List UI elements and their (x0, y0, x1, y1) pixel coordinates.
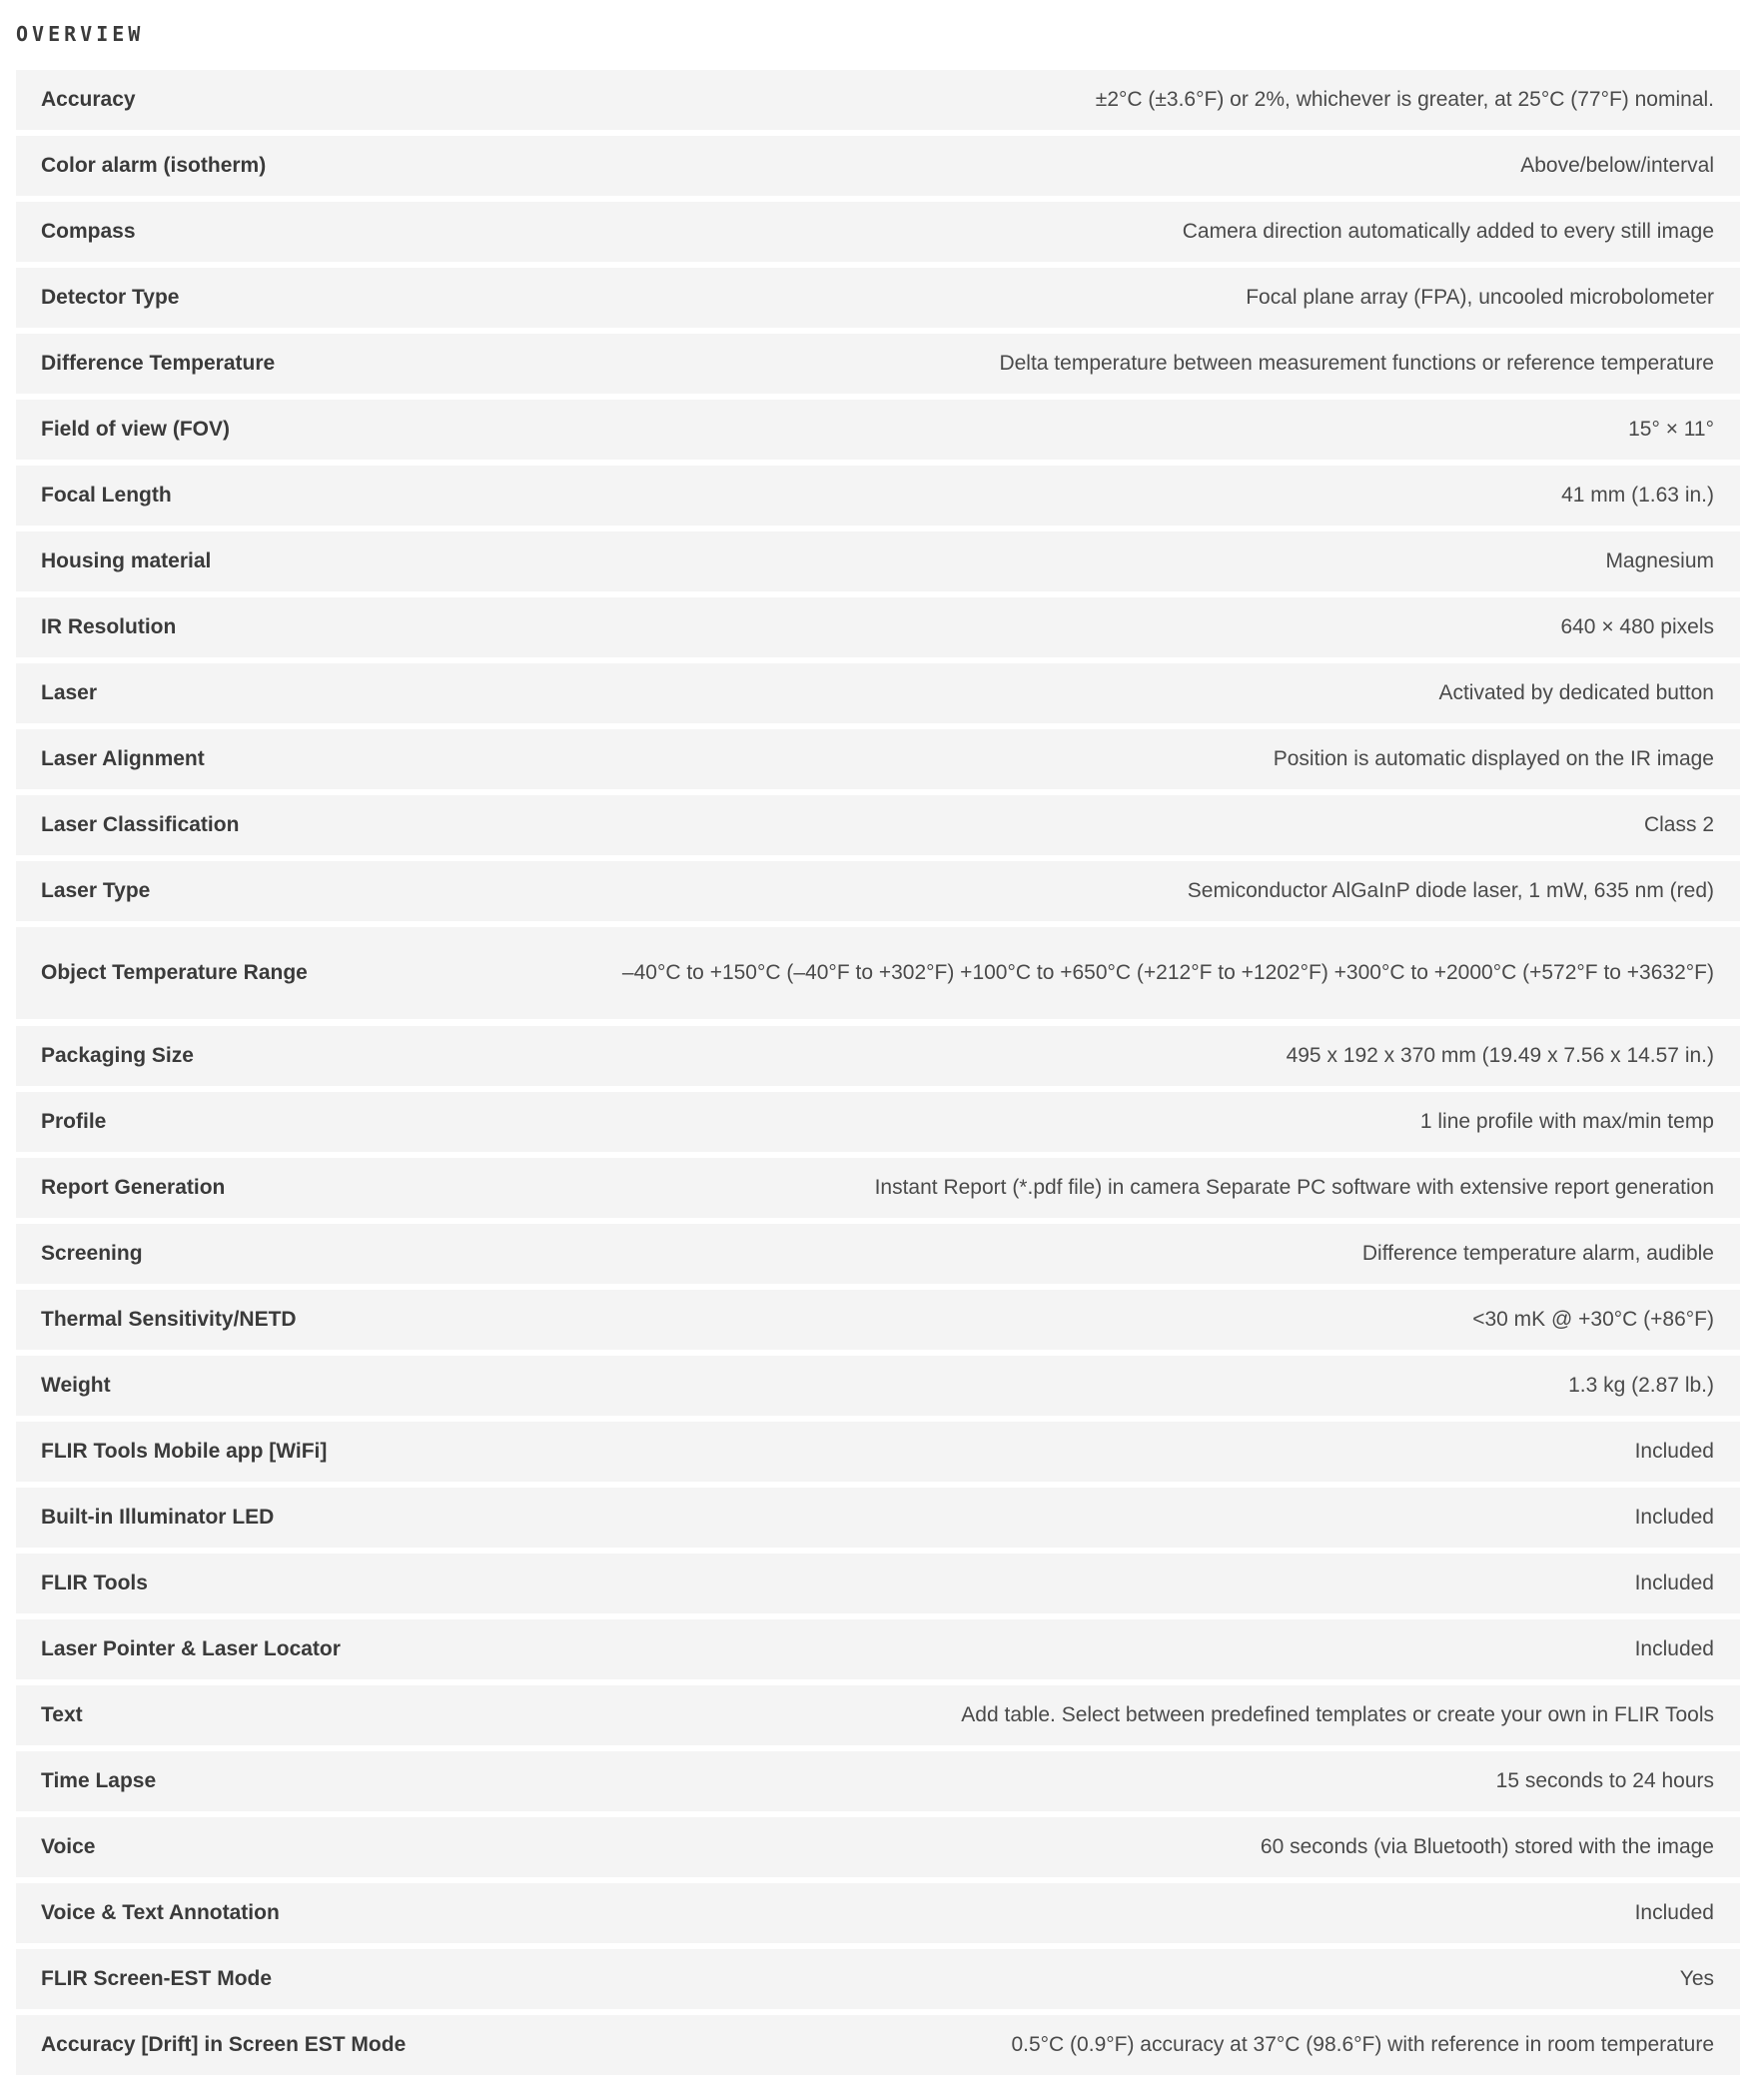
spec-row (16, 1751, 1740, 1811)
spec-label: Screening (41, 1242, 143, 1265)
spec-label: FLIR Tools (41, 1572, 148, 1594)
spec-value: 640 × 480 pixels (1560, 615, 1714, 638)
spec-label: IR Resolution (41, 615, 177, 638)
spec-row (16, 1554, 1740, 1613)
spec-row (16, 1817, 1740, 1877)
spec-label: Compass (41, 220, 136, 243)
spec-value: 0.5°C (0.9°F) accuracy at 37°C (98.6°F) with reference in room temperature (1011, 2033, 1714, 2056)
spec-value: Instant Report (*.pdf file) in camera Separate PC software with extensive report generation (874, 1176, 1714, 1199)
spec-label: Housing material (41, 549, 212, 572)
spec-row (16, 1949, 1740, 2009)
spec-value: Included (1634, 1572, 1714, 1594)
spec-row (16, 400, 1740, 460)
spec-row (16, 202, 1740, 262)
spec-label: Detector Type (41, 286, 180, 309)
spec-row (16, 1883, 1740, 1943)
spec-value: Above/below/interval (1520, 154, 1714, 177)
spec-row (16, 1026, 1740, 1086)
spec-row (16, 1619, 1740, 1679)
spec-value: Camera direction automatically added to every still image (1182, 220, 1714, 243)
spec-row (16, 1422, 1740, 1482)
spec-label: Laser (41, 681, 98, 704)
spec-value: Yes (1679, 1967, 1714, 1990)
spec-row (16, 531, 1740, 591)
spec-row (16, 597, 1740, 657)
spec-label: Accuracy (41, 88, 136, 111)
spec-label: Object Temperature Range (41, 961, 308, 984)
spec-row (16, 1224, 1740, 1284)
spec-value: Position is automatic displayed on the IR image (1273, 747, 1714, 770)
spec-value: Included (1634, 1637, 1714, 1660)
spec-label: Text (41, 1703, 83, 1726)
spec-row (16, 795, 1740, 855)
spec-label: Built-in Illuminator LED (41, 1506, 275, 1529)
spec-value: 60 seconds (via Bluetooth) stored with the image (1260, 1835, 1714, 1858)
spec-label: Voice (41, 1835, 96, 1858)
spec-value: Delta temperature between measurement functions or reference temperature (999, 352, 1714, 375)
spec-label: Report Generation (41, 1176, 226, 1199)
spec-row (16, 334, 1740, 394)
spec-row (16, 268, 1740, 328)
spec-row (16, 136, 1740, 196)
spec-value: 41 mm (1.63 in.) (1561, 484, 1714, 507)
spec-value: Difference temperature alarm, audible (1361, 1242, 1714, 1265)
spec-value: Add table. Select between predefined templates or create your own in FLIR Tools (961, 1703, 1714, 1726)
spec-row (16, 861, 1740, 921)
spec-value: Semiconductor AlGaInP diode laser, 1 mW, 635 nm (red) (1187, 879, 1714, 902)
spec-label: Thermal Sensitivity/NETD (41, 1308, 297, 1331)
spec-value: Included (1634, 1506, 1714, 1529)
spec-value: <30 mK @ +30°C (+86°F) (1472, 1308, 1714, 1331)
spec-row (16, 1092, 1740, 1152)
spec-value: 1 line profile with max/min temp (1419, 1110, 1714, 1133)
spec-row (16, 70, 1740, 130)
spec-value: Activated by dedicated button (1438, 681, 1714, 704)
spec-value: Included (1634, 1440, 1714, 1463)
spec-label: FLIR Screen-EST Mode (41, 1967, 273, 1990)
spec-label: Profile (41, 1110, 107, 1133)
spec-label: Laser Type (41, 879, 151, 902)
spec-label: Weight (41, 1374, 111, 1397)
spec-row (16, 729, 1740, 789)
spec-value: 495 x 192 x 370 mm (19.49 x 7.56 x 14.57 in.) (1286, 1044, 1714, 1067)
spec-label: Difference Temperature (41, 352, 276, 375)
spec-label: Time Lapse (41, 1769, 157, 1792)
spec-label: Laser Alignment (41, 747, 205, 770)
spec-value: Focal plane array (FPA), uncooled microbolometer (1246, 286, 1714, 309)
spec-row (16, 2015, 1740, 2075)
spec-label: Field of view (FOV) (41, 418, 231, 441)
spec-row (16, 1290, 1740, 1350)
section-title: OVERVIEW (16, 22, 145, 46)
spec-label: Accuracy [Drift] in Screen EST Mode (41, 2033, 407, 2056)
spec-row (16, 466, 1740, 525)
spec-value: 15° × 11° (1628, 418, 1714, 441)
spec-label: Laser Pointer & Laser Locator (41, 1637, 341, 1660)
spec-row (16, 663, 1740, 723)
spec-row (16, 927, 1740, 1019)
spec-row (16, 1685, 1740, 1745)
spec-value: Magnesium (1605, 549, 1714, 572)
spec-value: Included (1634, 1901, 1714, 1924)
spec-label: Packaging Size (41, 1044, 194, 1067)
spec-value: 1.3 kg (2.87 lb.) (1568, 1374, 1714, 1397)
spec-row (16, 1356, 1740, 1416)
spec-row (16, 1158, 1740, 1218)
spec-value: –40°C to +150°C (–40°F to +302°F) +100°C to +650°C (+212°F to +1202°F) +300°C to +2000°C (+572°F to +3632°F) (621, 961, 1714, 984)
spec-value: Class 2 (1643, 813, 1714, 836)
spec-label: Laser Classification (41, 813, 240, 836)
spec-label: Focal Length (41, 484, 172, 507)
spec-table (16, 70, 1740, 2081)
spec-label: Voice & Text Annotation (41, 1901, 280, 1924)
spec-label: Color alarm (isotherm) (41, 154, 267, 177)
spec-value: ±2°C (±3.6°F) or 2%, whichever is greater, at 25°C (77°F) nominal. (1095, 88, 1714, 111)
spec-label: FLIR Tools Mobile app [WiFi] (41, 1440, 328, 1463)
spec-value: 15 seconds to 24 hours (1495, 1769, 1714, 1792)
spec-row (16, 1488, 1740, 1548)
